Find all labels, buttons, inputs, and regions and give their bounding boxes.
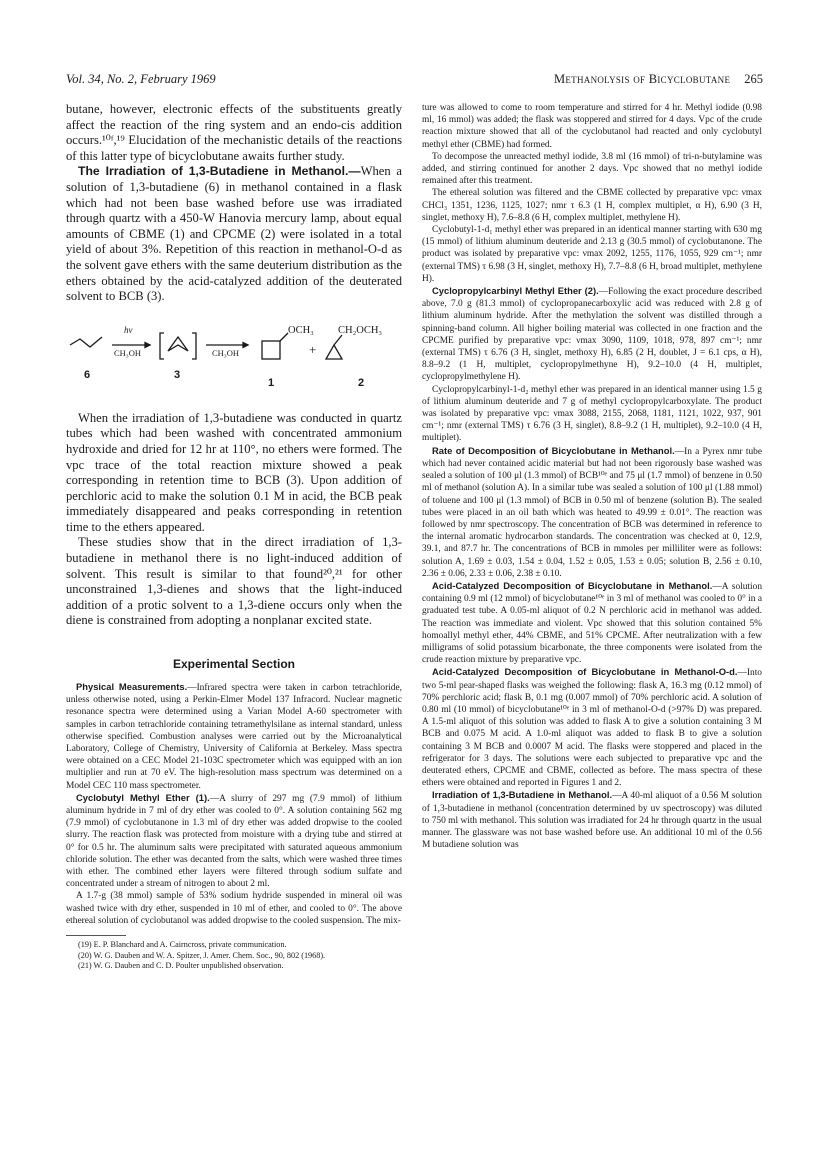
right-column: [422, 102, 762, 851]
paragraph-heading: Rate of Decomposition of Bicyclobutane in Methanol.: [432, 444, 675, 456]
compound-number: 1: [268, 376, 275, 389]
butadiene-structure: [70, 337, 102, 347]
paragraph-text: —A solution containing 0.9 ml (12 mmol) of bicyclobutane¹⁰ᵉ in 3 ml of methanol was cooled to 0° in a graduated test tube. A 0.05-ml aliquot of 0.2 N perchloric acid in methanol was added. The reaction was immediate and violent. Vpc showed that this solution contained 5% homoallyl methyl ether, 44% CBME, and 51% CPCME. After neutralization with a few milligrams of solid potassium bicarbonate, the three components were isolated from the crude reaction mixture by preparative vpc.: [422, 581, 763, 666]
page-number: 265: [744, 72, 763, 86]
paragraph: Cyclopropylcarbinyl-1-d₂ methyl ether was prepared in an identical manner using 1.5 g of lithium aluminum deuteride and 7 g of methyl cyclopropylcarboxylate. The product was isolated by preparative vpc: νmax 3088, 2155, 2068, 1181, 1121, 1022, 937, 901 cm⁻¹; nmr (external TMS) τ 6.76 (3 H, singlet), 8.8–9.2 (1 H, multiplet), 9.2–10.0 (4 H, multiplet).: [422, 384, 762, 444]
reaction-scheme: [66, 315, 402, 403]
paragraph-heading: Physical Measurements.: [76, 681, 188, 693]
left-column: [66, 102, 402, 971]
section-heading: Experimental Section: [172, 657, 296, 672]
paragraph: These studies show that in the direct irradiation of 1,3-butadiene in methanol there is no light-induced addition of solvent. This result is similar to that found²⁰,²¹ for other unconstrained 1,3-dienes and shows that the light-induced addition of a protic solvent to a 1,3-diene occurs only when the diene is constrained from adopting a nonplanar excited state.: [66, 535, 402, 628]
paragraph: [422, 445, 762, 580]
paragraph: butane, however, electronic effects of the substituents greatly affect the reaction of the ring system and an endo-cis addition occurs.¹⁰ᶠ,¹⁹ Elucidation of the mechanistic details of the reactions of this latter type of bicyclobutane awaits further study.: [66, 102, 402, 163]
running-header: [66, 72, 763, 92]
compound-number: 3: [174, 368, 181, 381]
compound-number: 6: [84, 368, 91, 381]
paragraph-text: When a solution of 1,3-butadiene (6) in methanol contained in a flask which had not been base washed before use was irradiated through quartz with a 450-W Hanovia mercury lamp, about equal amounts of CBME (1) and CPCME (2) were isolated in a total yield of about 3%. Repetition of this reaction in methanol-O-d as the solvent gave ethers with the same deuterium distribution as the ethers obtained by the acid-catalyzed addition of the deuterated solvent to BCB (3).: [66, 164, 403, 304]
footnote: (21) W. G. Dauben and C. D. Poulter unpublished observation.: [78, 960, 284, 970]
paragraph: [66, 164, 402, 304]
paragraph-text: —Infrared spectra were taken in carbon tetrachloride, unless otherwise noted, using a Perkin-Elmer Model 137 Infracord. Nuclear magnetic resonance spectra were determined using a Varian Model A-60 spectrometer with samples in carbon tetrachloride containing tetramethylsilane as internal standard, unless otherwise specified. Combustion analyses were carried out by the Microanalytical Laboratory, College of Chemistry, University of California at Berkeley. Mass spectra were obtained on a CEC Model 21-103C spectrometer which was equipped with an ion multiplier and run at 70 eV. The high-resolution mass spectrum was determined on a Model CEC 110 mass spectrometer.: [66, 683, 402, 791]
running-title: Methanolysis of Bicyclobutane: [553, 72, 731, 86]
solvent-label: CH₃OH: [114, 347, 142, 358]
bicyclobutane-structure: [168, 337, 188, 351]
journal-citation: Vol. 34, No. 2, February 1969: [66, 72, 216, 86]
paragraph: [422, 285, 762, 384]
subsection-heading: The Irradiation of 1,3-Butadiene in Methanol.—: [78, 164, 361, 179]
header-right: [554, 72, 763, 87]
paragraph: To decompose the unreacted methyl iodide, 3.8 ml (16 mmol) of tri-n-butylamine was added, and stirring continued for another 2 days. Vpc showed that no methyl iodide remained after this treatment.: [422, 151, 762, 187]
footnote: (20) W. G. Dauben and W. A. Spitzer, J. Amer. Chem. Soc., 90, 802 (1968).: [78, 950, 326, 960]
cyclobutane-ring: [262, 341, 280, 359]
solvent-label: CH₃OH: [212, 347, 240, 358]
paragraph: ture was allowed to come to room temperature and stirred for 4 hr. Methyl iodide (0.98 ml, 16 mmol) was added; the flask was stoppered and stirred for 4 days. Vpc of the crude reaction mixture showed that all of the cyclobutanol had reacted and only cyclobutyl methyl ether (CBME) had formed.: [422, 103, 762, 150]
bracket-right: [192, 333, 196, 359]
hv-label: hν: [124, 324, 133, 335]
paragraph-text: —A 40-ml aliquot of a 0.56 M solution of 1,3-butadiene in methanol (concentration determined by uv spectroscopy) was diluted to 750 ml with methanol. This solution was irradiated for 24 hr through quartz in the usual manner. The glassware was not base washed before use. An additional 10 ml of the 0.56 M butadiene solution was: [422, 791, 762, 851]
cyclopropane-ring: [326, 345, 342, 359]
bracket-left: [160, 333, 164, 359]
paragraph-heading: Acid-Catalyzed Decomposition of Bicyclobutane in Methanol-O-d.: [432, 666, 738, 678]
paragraph: [66, 681, 402, 792]
plus-sign: +: [309, 341, 317, 357]
paragraph-heading: Cyclopropylcarbinyl Methyl Ether (2).: [432, 285, 599, 297]
paragraph-text: —Into two 5-ml pear-shaped flasks was weighed the following: flask A, 16.3 mg (0.12 mmol) of 70% perchloric acid; flask B, 0.1 mg (0.007 mmol) of 70% perchloric acid. A solution of 0.80 ml (10 mmol) of bicyclobutane¹⁰ᵉ in 3 ml of methanol-O-d (>97% D) was prepared. A 1.5-ml aliquot of this solution was added to flask A to give a solution containing 3 M BCB and 0.075 M acid. A 1.0-ml aliquot was added to flask B to give a solution containing 3 M BCB and 0.0007 M acid. The flasks were stoppered and placed in the refrigerator for 3 days. The solutions were each subjected to preparative vpc and the deuterated ethers, CPCME and CBME, collected as before. The mass spectra of these ethers were obtained and reported in Figures 1 and 2.: [422, 668, 762, 789]
paragraph-heading: Cyclobutyl Methyl Ether (1).: [76, 791, 210, 803]
paragraph: [66, 792, 402, 891]
paragraph: When the irradiation of 1,3-butadiene was conducted in quartz tubes which had been washed with concentrated ammonium hydroxide and dried for 12 hr at 110°, no ethers were formed. The vpc trace of the total reaction mixture showed a peak corresponding in retention time to BCB (3). Upon addition of perchloric acid to make the solution 0.1 M in acid, the BCB peak immediately disappeared and peaks corresponding in retention time to the ethers appeared.: [66, 410, 402, 534]
paragraph: The ethereal solution was filtered and the CBME collected by preparative vpc: νmax CHCl₃ 1351, 1236, 1125, 1027; nmr τ 6.3 (1 H, complex multiplet, α H), 6.90 (3 H, singlet, methoxy H), 7.6–8.8 (6 H, complex multiplet, methylene H).: [422, 188, 762, 223]
paragraph: [422, 789, 762, 851]
paragraph: A 1.7-g (38 mmol) sample of 53% sodium hydride suspended in mineral oil was washed twice with dry ether, suspended in 10 ml of ether, and cooled to 0°. The above ethereal solution of cyclobutanol was added dropwise to the cooled suspension. The mix-: [66, 891, 402, 926]
paragraph-text: —In a Pyrex nmr tube which had never contained acidic material but had not been rigorously base washed was sealed a solution of 100 μl (1.3 mmol) of BCB¹⁰ᵉ and 75 μl (1.7 mmol) of benzene in 0.50 ml of methanol (solution A). In a similar tube was sealed a solution of 100 μl (1.88 mmol) of toluene and 100 μl (1.3 mmol) of BCB in 0.50 ml of benzene (solution B). The sealed tubes were placed in an oil bath which was heated to 49.99 ± 0.01°. The reaction was followed by nmr spectroscopy. The concentration of BCB was determined in reference to the internal aromatic hydrocarbon standards. The concentration was checked at 0, 12.9, 39.1, and 87.7 hr. The concentrations of BCB in mmoles per milliliter were as follows: solution A, 1.69 ± 0.03, 1.54 ± 0.04, 1.52 ± 0.05, 1.53 ± 0.05; solution B, 2.56 ± 0.10, 2.36 ± 0.06, 2.33 ± 0.06, 2.38 ± 0.10.: [422, 446, 762, 579]
methoxymethyl-label: CH₂OCH₃: [338, 324, 383, 336]
paragraph-text: —A slurry of 297 mg (7.9 mmol) of lithium aluminum hydride in 7 ml of dry ether was cooled to 0°. A solution containing 562 mg (7.9 mmol) of cyclobutanone in 1.3 ml of dry ether was added dropwise to the cooled slurry. The reaction flask was protected from moisture with a drying tube and stirred at 0° for 0.5 hr. The aluminum salts were precipitated with saturated aqueous ammonium chloride solution. The ether was decanted from the salts, which were washed three times with ether. The combined ether layers were filtered through sodium sulfate and concentrated under a stream of nitrogen to about 2 ml.: [66, 793, 402, 890]
compound-number: 2: [358, 376, 365, 389]
paragraph: Cyclobutyl-1-d₁ methyl ether was prepared in an identical manner starting with 630 mg (15 mmol) of lithium aluminum deuteride and 2.13 g (30.5 mmol) of cyclobutanone. The product was isolated by preparative vpc: νmax 2092, 1255, 1176, 1055, 929 cm⁻¹; nmr (external TMS) τ 6.98 (3 H, singlet, methoxy H), 7.7–8.8 (6 H, broad multiplet, methylene H).: [422, 225, 762, 284]
footnote-rule: [66, 935, 126, 936]
paragraph-heading: Irradiation of 1,3-Butadiene in Methanol.: [432, 789, 613, 801]
paragraph-text: —Following the exact procedure described above, 7.0 g (81.3 mmol) of cyclopropanecarboxylic acid was reduced with 2.8 g of lithium aluminum hydride. After the methylation the solvent was distilled through a spinning-band column. All higher boiling material was collected in one fraction and the CPCME purified by preparative vpc: νmax 3090, 1109, 1018, 978, 897 cm⁻¹; nmr (external TMS) τ 6.76 (3 H, singlet, methoxy H), 6.85 (2 H, doublet, J = 6.1 cps, α H), 8.8–9.2 (1 H, multiplet, cyclopropylmethyne H), 9.2–10.0 (4 H, multiplet, cyclopropylmethylene H).: [422, 287, 762, 383]
paragraph-heading: Acid-Catalyzed Decomposition of Bicyclobutane in Methanol.: [432, 579, 713, 591]
methoxy-label: OCH₃: [288, 324, 314, 336]
footnote: (19) E. P. Blanchard and A. Cairncross, private communication.: [78, 940, 287, 950]
paragraph: [422, 580, 762, 666]
paragraph: [422, 666, 762, 789]
